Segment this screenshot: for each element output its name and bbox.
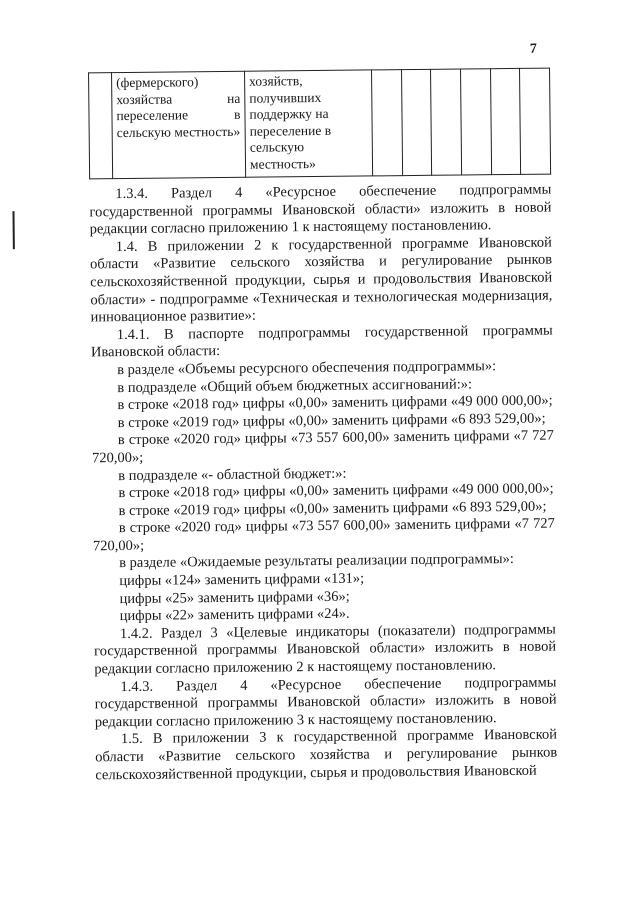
- table-cell: [520, 68, 551, 174]
- paragraph: в строке «2018 год» цифры «0,00» заменить цифрами «49 000 000,00»;: [118, 480, 554, 502]
- table-cell: [431, 69, 462, 175]
- paragraph: в разделе «Объемы ресурсного обеспечения подпрограммы»:: [117, 358, 497, 379]
- table-row: [89, 68, 551, 179]
- paragraph: в строке «2018 год» цифры «0,00» заменить цифрами «49 000 000,00»;: [117, 392, 553, 414]
- table-cell-subsidy-name: (фермерского) хозяйства на переселение в сельскую местность»: [112, 71, 246, 178]
- paragraph: цифры «22» заменить цифрами «24».: [119, 605, 350, 625]
- paragraph: в разделе «Ожидаемые результаты реализации подпрограммы»:: [119, 551, 514, 572]
- margin-mark: [12, 211, 14, 249]
- page-number: 7: [529, 41, 537, 57]
- paragraph: 1.4.2. Раздел 3 «Целевые индикаторы (показатели) подпрограммы государственной программы Ивановской области» изложить в новой редакции согласно приложению 2 к настоящему постановлению.: [94, 621, 557, 678]
- paragraph: 1.5. В приложении 3 к государственной программе Ивановской области «Развитие сельского хозяйства и регулирование рынков сельскохозяйственной продукции, сырья и продовольствия Ивановской: [95, 726, 558, 783]
- paragraph: в строке «2019 год» цифры «0,00» заменить цифрами «6 893 529,00»;: [117, 410, 546, 431]
- paragraph: в строке «2020 год» цифры «73 557 600,00» заменить цифрами «7 727 720,00»;: [92, 515, 555, 555]
- paragraph: в подразделе «Общий объем бюджетных ассигнований:»:: [117, 375, 473, 396]
- paragraph: 1.4. В приложении 2 к государственной программе Ивановской области «Развитие сельского хозяйства и регулирование рынков сельскохозяйственной продукции, сырья и продовольствия Ивановской области» - подпрограмме «Техническая и технологическая модернизация, инновационное развитие»:: [89, 234, 553, 326]
- paragraph: 1.4.1. В паспорте подпрограммы государственной программы Ивановской области:: [90, 322, 553, 361]
- paragraph: цифры «25» заменить цифрами «36»;: [119, 588, 350, 607]
- paragraph: 1.3.4. Раздел 4 «Ресурсное обеспечение подпрограммы государственной программы Ивановской области» изложить в новой редакции согласно приложению 1 к настоящему постановлению.: [89, 181, 552, 238]
- table-cell: [490, 68, 521, 174]
- document-body: [89, 182, 557, 785]
- table-cell: [372, 70, 403, 176]
- paragraph: цифры «124» заменить цифрами «131»;: [119, 570, 365, 590]
- table-cell: [460, 69, 491, 175]
- table-cell: [401, 69, 432, 175]
- paragraph: в строке «2020 год» цифры «73 557 600,00» заменить цифрами «7 727 720,00»;: [91, 427, 554, 467]
- paragraph: 1.4.3. Раздел 4 «Ресурсное обеспечение подпрограммы государственной программы Ивановской области» изложить в новой редакции согласно приложению 3 к настоящему постановлению.: [94, 674, 557, 731]
- table-cell-indicator: хозяйств, получивших поддержку на переселение в сельскую местность»: [245, 70, 373, 177]
- table-cell: [89, 73, 113, 179]
- continuation-table: [88, 68, 551, 180]
- paragraph: в строке «2019 год» цифры «0,00» заменить цифрами «6 893 529,00»;: [118, 498, 547, 519]
- paragraph: в подразделе «- областной бюджет:»:: [118, 465, 347, 484]
